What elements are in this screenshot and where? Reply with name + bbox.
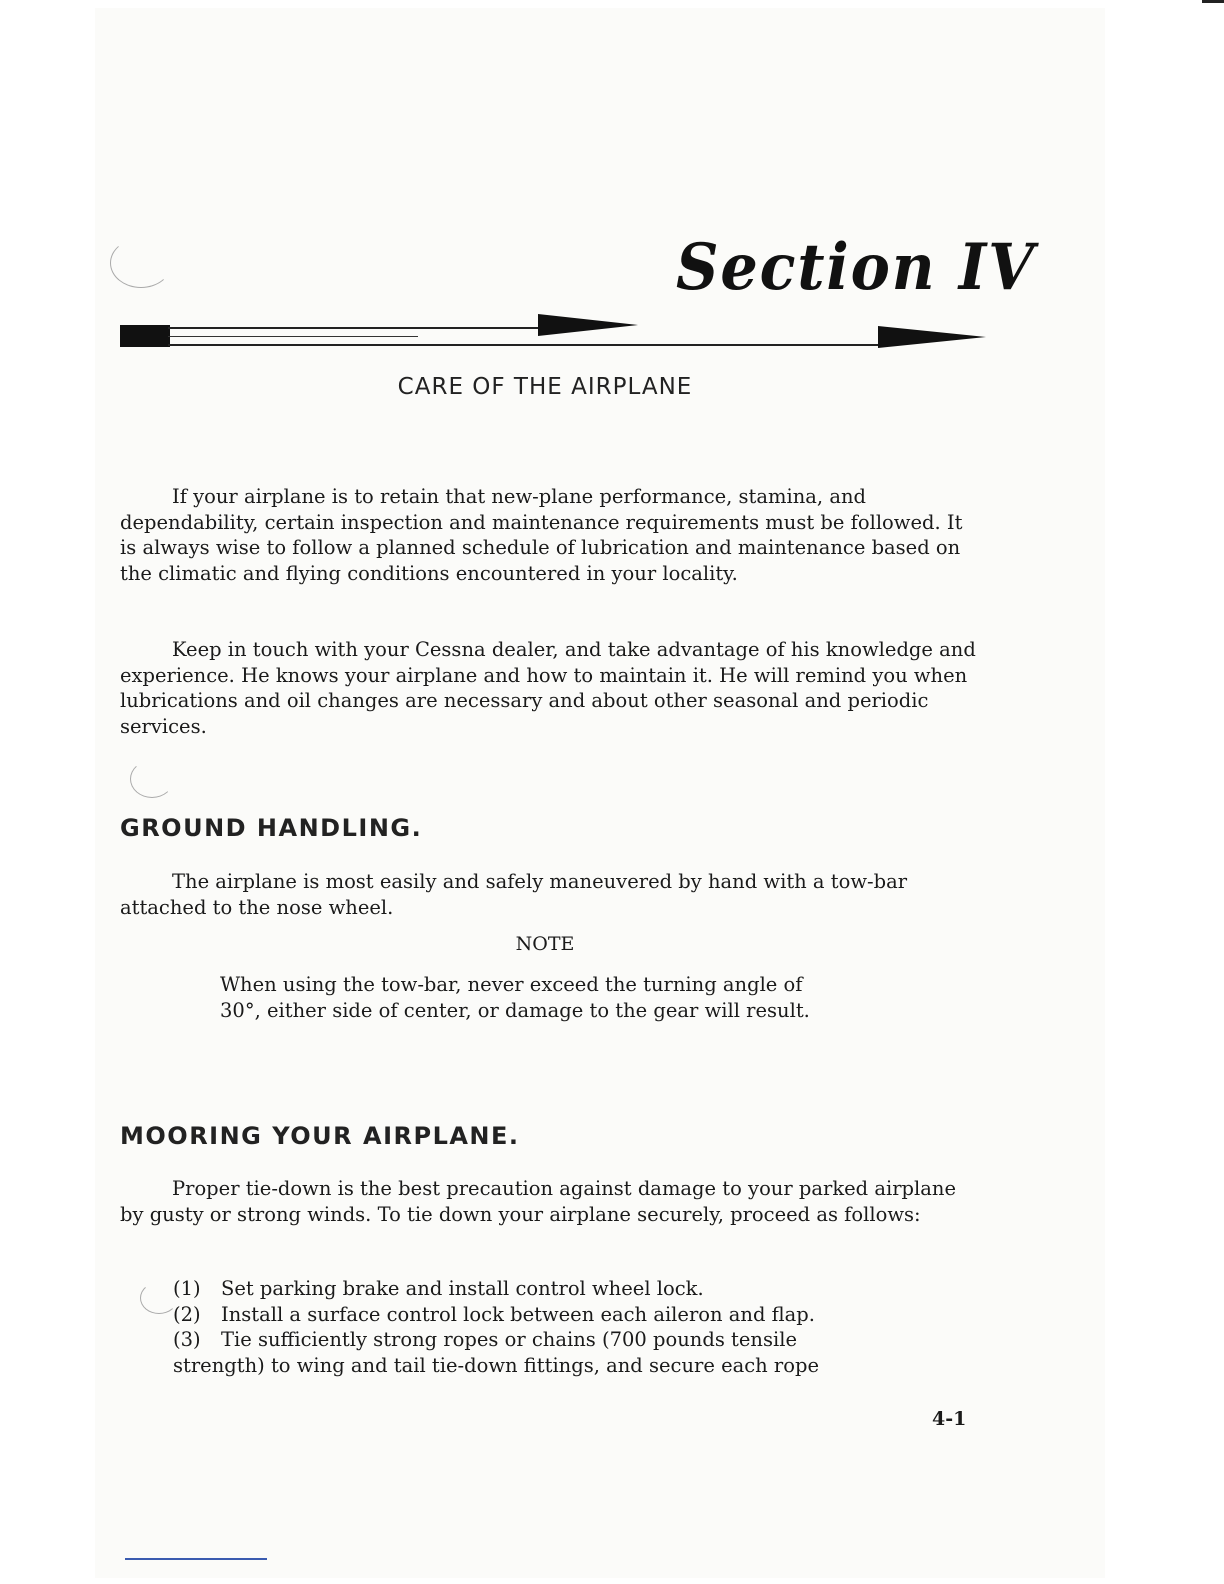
step-continuation: strength) to wing and tail tie-down fittings, and secure each rope [173,1353,820,1377]
step-number: (1) [173,1277,201,1300]
binder-hole-mark [130,760,174,798]
note-title: NOTE [515,933,575,955]
list-item [173,1302,953,1328]
step-number: (3) [173,1328,201,1352]
section-title: Section IV [676,230,1036,305]
list-item [173,1327,953,1353]
step-text: Install a surface control lock between each aileron and flap. [221,1302,815,1326]
note-text: When using the tow-bar, never exceed the turning angle of 30°, either side of center, or damage to the gear will result. [220,973,810,1022]
mooring-heading: MOORING YOUR AIRPLANE. [120,1122,520,1150]
section-rule-arrow [878,326,986,348]
section-rule-line [168,344,880,346]
corner-mark [1202,0,1224,3]
intro-paragraph-2: Keep in touch with your Cessna dealer, and take advantage of his knowledge and experience. He knows your airplane and how to maintain it. He will remind you when lubrications and oil changes are necessary and about other seasonal and periodic services. [120,638,976,738]
ground-handling-paragraph: The airplane is most easily and safely maneuvered by hand with a tow-bar attached to the nose wheel. [120,870,908,919]
mooring-paragraph: Proper tie-down is the best precaution against damage to your parked airplane by gusty or strong winds. To tie down your airplane securely, proceed as follows: [120,1177,956,1226]
intro-paragraph-1: If your airplane is to retain that new-plane performance, stamina, and dependability, certain inspection and maintenance requirements must be followed. It is always wise to follow a planned schedule of lubrication and maintenance based on the climatic and flying conditions encountered in your locality. [120,485,963,585]
binder-hole-mark [110,238,172,288]
step-text: Tie sufficiently strong ropes or chains (700 pounds tensile [221,1328,797,1352]
page-number: 4-1 [932,1408,967,1430]
ground-handling-heading: GROUND HANDLING. [120,814,423,842]
section-rule-line [168,336,418,337]
mooring-steps-list [173,1276,953,1378]
page-title: CARE OF THE AIRPLANE [397,374,693,400]
step-text: Set parking brake and install control wheel lock. [221,1277,704,1300]
list-item [173,1276,953,1302]
bottom-rule [125,1558,267,1560]
step-number: (2) [173,1302,201,1326]
section-rule-block [120,325,170,347]
section-rule-arrow [538,314,638,336]
section-rule-line [168,327,538,329]
